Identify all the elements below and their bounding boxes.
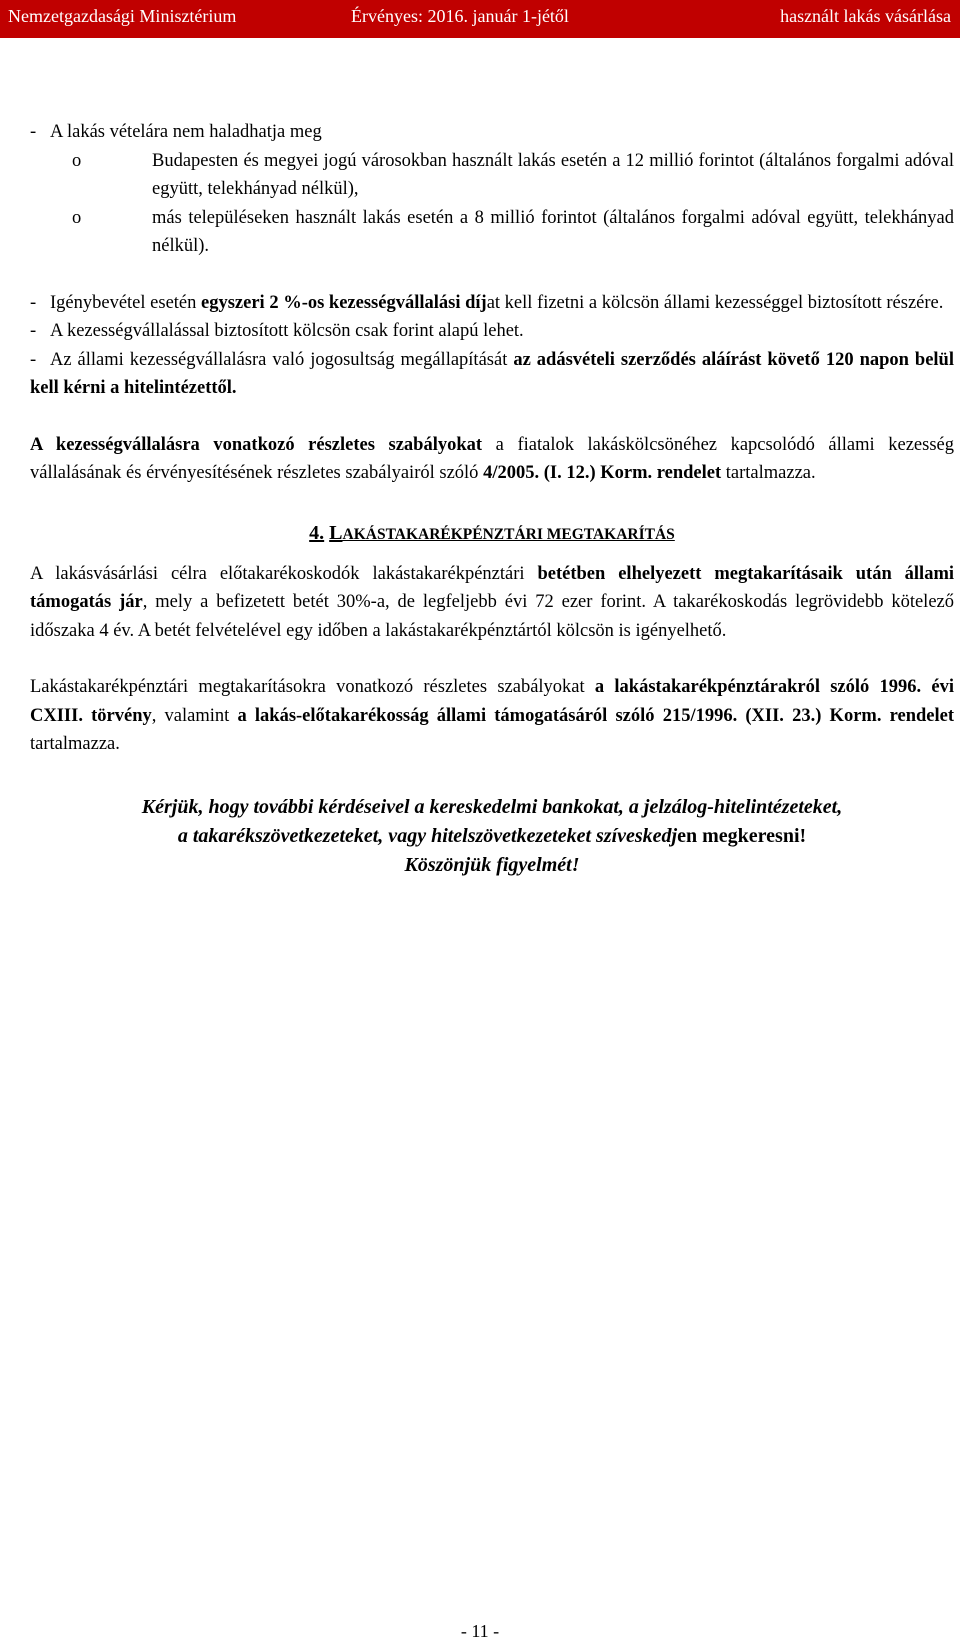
- list-item: o Budapesten és megyei jogú városokban használt lakás esetén a 12 millió forintot (általános forgalmi adóval együtt, telekhányad nélkül),: [30, 147, 954, 204]
- header-validity: Érvényes: 2016. január 1-jétől: [351, 6, 569, 26]
- header-topic: használt lakás vásárlása: [780, 6, 951, 26]
- bullet-marker: o: [72, 207, 82, 228]
- section-title: 4. LAKÁSTAKARÉKPÉNZTÁRI MEGTAKARÍTÁS: [309, 521, 675, 544]
- bullet-marker: o: [72, 150, 82, 171]
- dash-marker: -: [30, 122, 37, 142]
- price-limit-list: [30, 147, 954, 261]
- currency-item: - A kezességvállalással biztosított kölcsön csak forint alapú lehet.: [30, 321, 524, 341]
- guarantee-rules-paragraph: A kezességvállalásra vonatkozó részletes szabályokat a fiatalok lakáskölcsönéhez kapcsolódó állami kezesség vállalásának és érvényesítésének részletes szabályairól szóló 4/2005. (I. 12.) Korm. rendelet tartalmazza.: [30, 434, 954, 483]
- savings-paragraph: A lakásvásárlási célra előtakarékoskodók lakástakarékpénztári betétben elhelyezett megtakarításaik után állami támogatás jár, mely a befizetett betét 30%-a, de legfeljebb évi 72 ezer forint. A takarékoskodás legrövidebb kötelező időszaka 4 év. A betét felvételével egy időben a lakástakarékpénztártól kölcsön is igényelhető.: [30, 563, 954, 641]
- page-header: [0, 0, 960, 38]
- price-limit-intro: - A lakás vételára nem haladhatja meg: [30, 118, 954, 147]
- document-body: [30, 118, 954, 880]
- deadline-item: - Az állami kezességvállalásra való jogosultság megállapítását az adásvételi szerződés aláírást követő 120 napon belül kell kérni a hitelintézettől.: [30, 349, 954, 398]
- page-number: - 11 -: [460, 1621, 500, 1641]
- list-item: o más településeken használt lakás esetén a 8 millió forintot (általános forgalmi adóval együtt, telekhányad nélkül).: [30, 204, 954, 261]
- savings-rules-paragraph: Lakástakarékpénztári megtakarításokra vonatkozó részletes szabályokat a lakástakarékpénztárakról szóló 1996. évi CXIII. törvény, valamint a lakás-előtakarékosság állami támogatásáról szóló 215/1996. (XII. 23.) Korm. rendelet tartalmazza.: [30, 677, 955, 754]
- header-ministry: Nemzetgazdasági Minisztérium: [8, 6, 237, 26]
- closing-note: Kérjük, hogy további kérdéseivel a kereskedelmi bankokat, a jelzálog-hitelintézeteket, a takarékszövetkezeteket, vagy hitelszövetkezeteket szíveskedjen megkeresni! Köszönjük figyelmét!: [141, 795, 843, 876]
- guarantee-fee-item: - Igénybevétel esetén egyszeri 2 %-os kezességvállalási díjat kell fizetni a kölcsön állami kezességgel biztosított részére.: [30, 292, 944, 313]
